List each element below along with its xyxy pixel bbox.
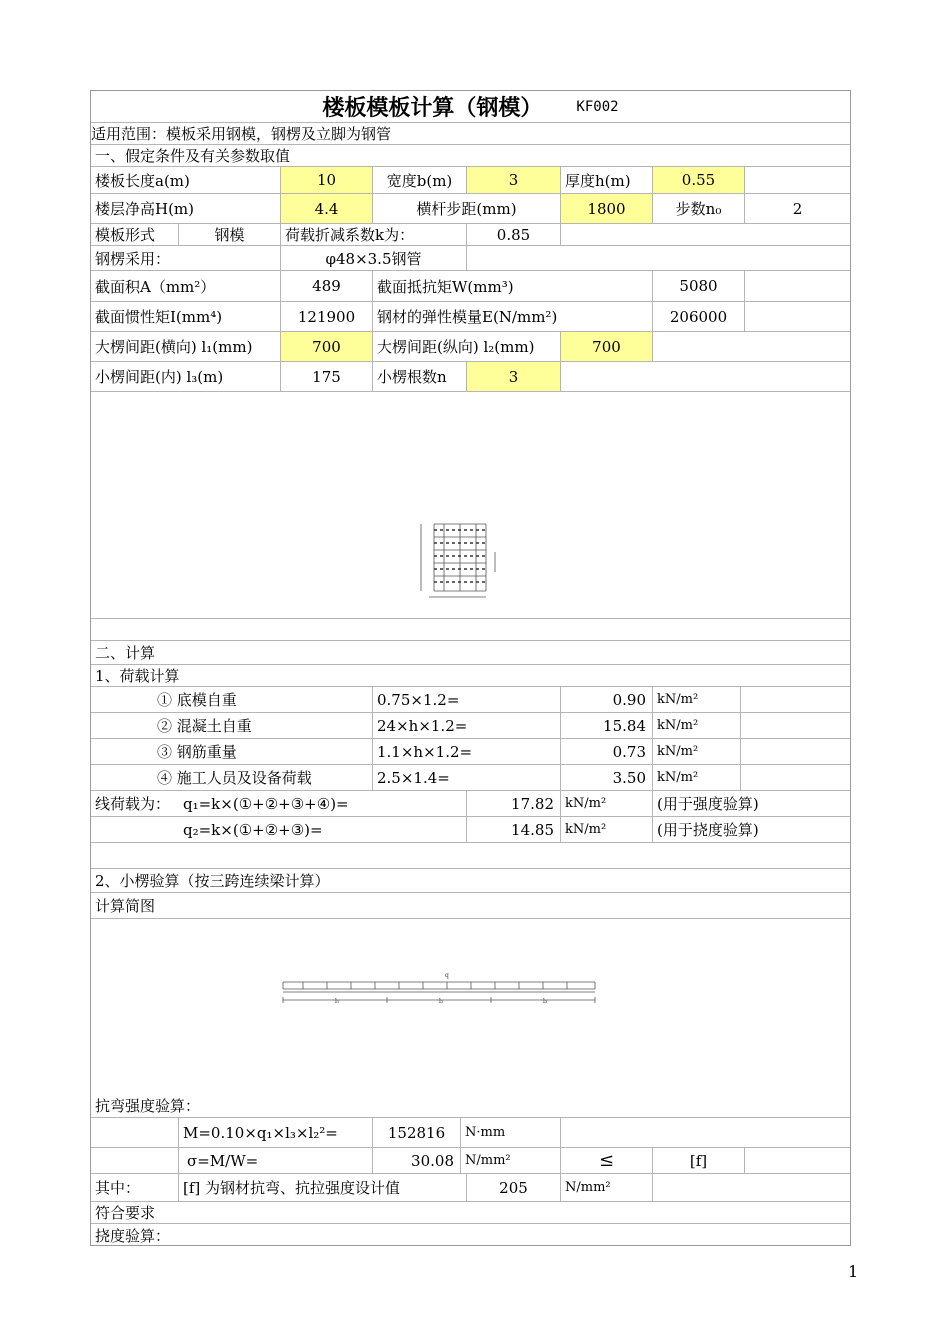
steps-value: 2 (792, 199, 803, 218)
load-row-3 (91, 739, 850, 765)
span-3-label: l₃ (543, 998, 548, 1005)
bending-label-row (91, 1093, 850, 1118)
reduction-label: 荷载折减系数k为： (281, 224, 467, 245)
moment-row (91, 1118, 850, 1148)
moment-value: 152816 (373, 1118, 461, 1147)
load-2-unit: kN/m² (653, 713, 741, 738)
beam-figure (91, 919, 850, 1118)
stress-row (91, 1148, 850, 1174)
load-3-value: 0.73 (561, 739, 653, 764)
slab-length-value[interactable]: 10 (281, 167, 373, 193)
param-row-5 (91, 271, 850, 302)
inertia-label: 截面惯性矩I(mm⁴) (91, 302, 281, 331)
thickness-value[interactable]: 0.55 (653, 167, 745, 193)
q1-formula: q₁=k×(①+②+③+④)= (179, 791, 467, 816)
blank-row (91, 619, 850, 641)
q1-unit: kN/m² (561, 791, 653, 816)
floor-height-value[interactable]: 4.4 (281, 194, 373, 223)
line-load-label: 线荷载为： (95, 795, 171, 813)
q1-value: 17.82 (467, 791, 561, 816)
formwork-plan-drawing (91, 392, 850, 619)
area-value: 489 (281, 271, 373, 301)
load-1-name: ① 底模自重 (91, 687, 373, 712)
param-row-3 (91, 224, 850, 246)
moment-formula: M=0.10×q₁×l₃×l₂²= (179, 1118, 373, 1147)
form-type-value: 钢模 (179, 224, 281, 245)
slab-length-label: 楼板长度a(m) (91, 167, 281, 193)
section2-heading: 二、计算 (95, 644, 156, 662)
load-4-name: ④ 施工人员及设备荷载 (91, 765, 373, 790)
modulus-label: 截面抵抗矩W(mm³) (373, 271, 653, 301)
load-row-4 (91, 765, 850, 791)
n-label: 小楞根数n (373, 362, 467, 391)
scope-text: 适用范围：模板采用钢模，钢楞及立脚为钢管 (91, 125, 392, 143)
param-row-7 (91, 332, 850, 362)
area-label: 截面积A（mm²） (91, 271, 281, 301)
deflection-row (91, 1224, 850, 1246)
page-number: 1 (848, 1262, 859, 1281)
load-1-unit: kN/m² (653, 687, 741, 712)
q-label: q (445, 972, 449, 979)
stress-limit: [f] (653, 1148, 745, 1173)
width-label: 宽度b(m) (373, 167, 467, 193)
where-text: [f] 为钢材抗弯、抗拉强度设计值 (179, 1174, 467, 1201)
q2-row (91, 817, 850, 843)
blank-row-2 (91, 843, 850, 869)
load-1-value: 0.90 (561, 687, 653, 712)
stress-value: 30.08 (373, 1148, 461, 1173)
param-row-6 (91, 302, 850, 332)
modulus-value: 5080 (653, 271, 745, 301)
form-type-label: 模板形式 (91, 224, 179, 245)
section1-heading: 一、假定条件及有关参数取值 (95, 147, 291, 165)
sub2-heading: 2、小楞验算（按三跨连续梁计算） (95, 872, 330, 890)
n-value[interactable]: 3 (467, 362, 561, 391)
sub2-row (91, 869, 850, 893)
moment-unit: N·mm (461, 1118, 561, 1147)
diagram-label-row (91, 893, 850, 919)
bar-step-value[interactable]: 1800 (561, 194, 653, 223)
l3-label: 小楞间距(内) l₃(m) (91, 362, 281, 391)
load-3-name: ③ 钢筋重量 (91, 739, 373, 764)
load-4-unit: kN/m² (653, 765, 741, 790)
title-row (91, 91, 850, 123)
floor-height-label: 楼层净高H(m) (91, 194, 281, 223)
q2-formula: q₂=k×(①+②+③)= (179, 817, 467, 842)
load-2-value: 15.84 (561, 713, 653, 738)
diagram-label: 计算简图 (95, 897, 156, 915)
l2-label: 大楞间距(纵向) l₂(mm) (373, 332, 561, 361)
where-row (91, 1174, 850, 1202)
where-value: 205 (467, 1174, 561, 1201)
three-span-beam-drawing (91, 919, 850, 1118)
sub1-heading: 1、荷载计算 (95, 667, 180, 685)
load-row-1 (91, 687, 850, 713)
stress-unit: N/mm² (461, 1148, 561, 1173)
load-3-formula: 1.1×h×1.2= (373, 739, 561, 764)
bar-step-label: 横杆步距(mm) (373, 194, 561, 223)
load-4-value: 3.50 (561, 765, 653, 790)
conforms-row (91, 1202, 850, 1224)
sub1-row (91, 665, 850, 687)
q2-note: (用于挠度验算) (657, 821, 759, 839)
load-2-name: ② 混凝土自重 (91, 713, 373, 738)
elastic-label: 钢材的弹性模量E(N/mm²) (373, 302, 653, 331)
scope-row (91, 123, 850, 145)
load-1-formula: 0.75×1.2= (373, 687, 561, 712)
reduction-value: 0.85 (467, 224, 561, 245)
inertia-value: 121900 (281, 302, 373, 331)
page-title: 楼板模板计算（钢模） (322, 95, 543, 121)
steps-label: 步数n₀ (653, 194, 745, 223)
l2-value[interactable]: 700 (561, 332, 653, 361)
span-1-label: l₁ (335, 998, 340, 1005)
stud-label: 钢楞采用： (91, 246, 281, 270)
q2-value: 14.85 (467, 817, 561, 842)
compare-sign: ≤ (561, 1148, 653, 1173)
elastic-value: 206000 (653, 302, 745, 331)
section2-row (91, 641, 850, 665)
where-unit: N/mm² (561, 1174, 653, 1201)
param-row-2 (91, 194, 850, 224)
l1-label: 大楞间距(横向) l₁(mm) (91, 332, 281, 361)
span-2-label: l₂ (439, 998, 444, 1005)
plan-figure (91, 392, 850, 619)
stud-value: φ48×3.5钢管 (281, 246, 467, 270)
stress-formula: σ=M/W= (179, 1148, 373, 1173)
l3-value: 175 (281, 362, 373, 391)
param-row-1 (91, 167, 850, 194)
calc-sheet (90, 90, 851, 1246)
q1-row (91, 791, 850, 817)
conforms-text: 符合要求 (95, 1204, 156, 1222)
load-3-unit: kN/m² (653, 739, 741, 764)
param-row-8 (91, 362, 850, 392)
load-2-formula: 24×h×1.2= (373, 713, 561, 738)
param-row-4 (91, 246, 850, 271)
load-row-2 (91, 713, 850, 739)
thickness-label: 厚度h(m) (561, 167, 653, 193)
q1-note: (用于强度验算) (657, 795, 759, 813)
doc-code: KF002 (576, 98, 619, 115)
q2-unit: kN/m² (561, 817, 653, 842)
load-4-formula: 2.5×1.4= (373, 765, 561, 790)
l1-value[interactable]: 700 (281, 332, 373, 361)
where-label: 其中： (91, 1174, 179, 1201)
width-value[interactable]: 3 (467, 167, 561, 193)
deflection-label: 挠度验算： (95, 1226, 171, 1245)
section1-row (91, 145, 850, 167)
bending-label: 抗弯强度验算： (95, 1096, 201, 1115)
